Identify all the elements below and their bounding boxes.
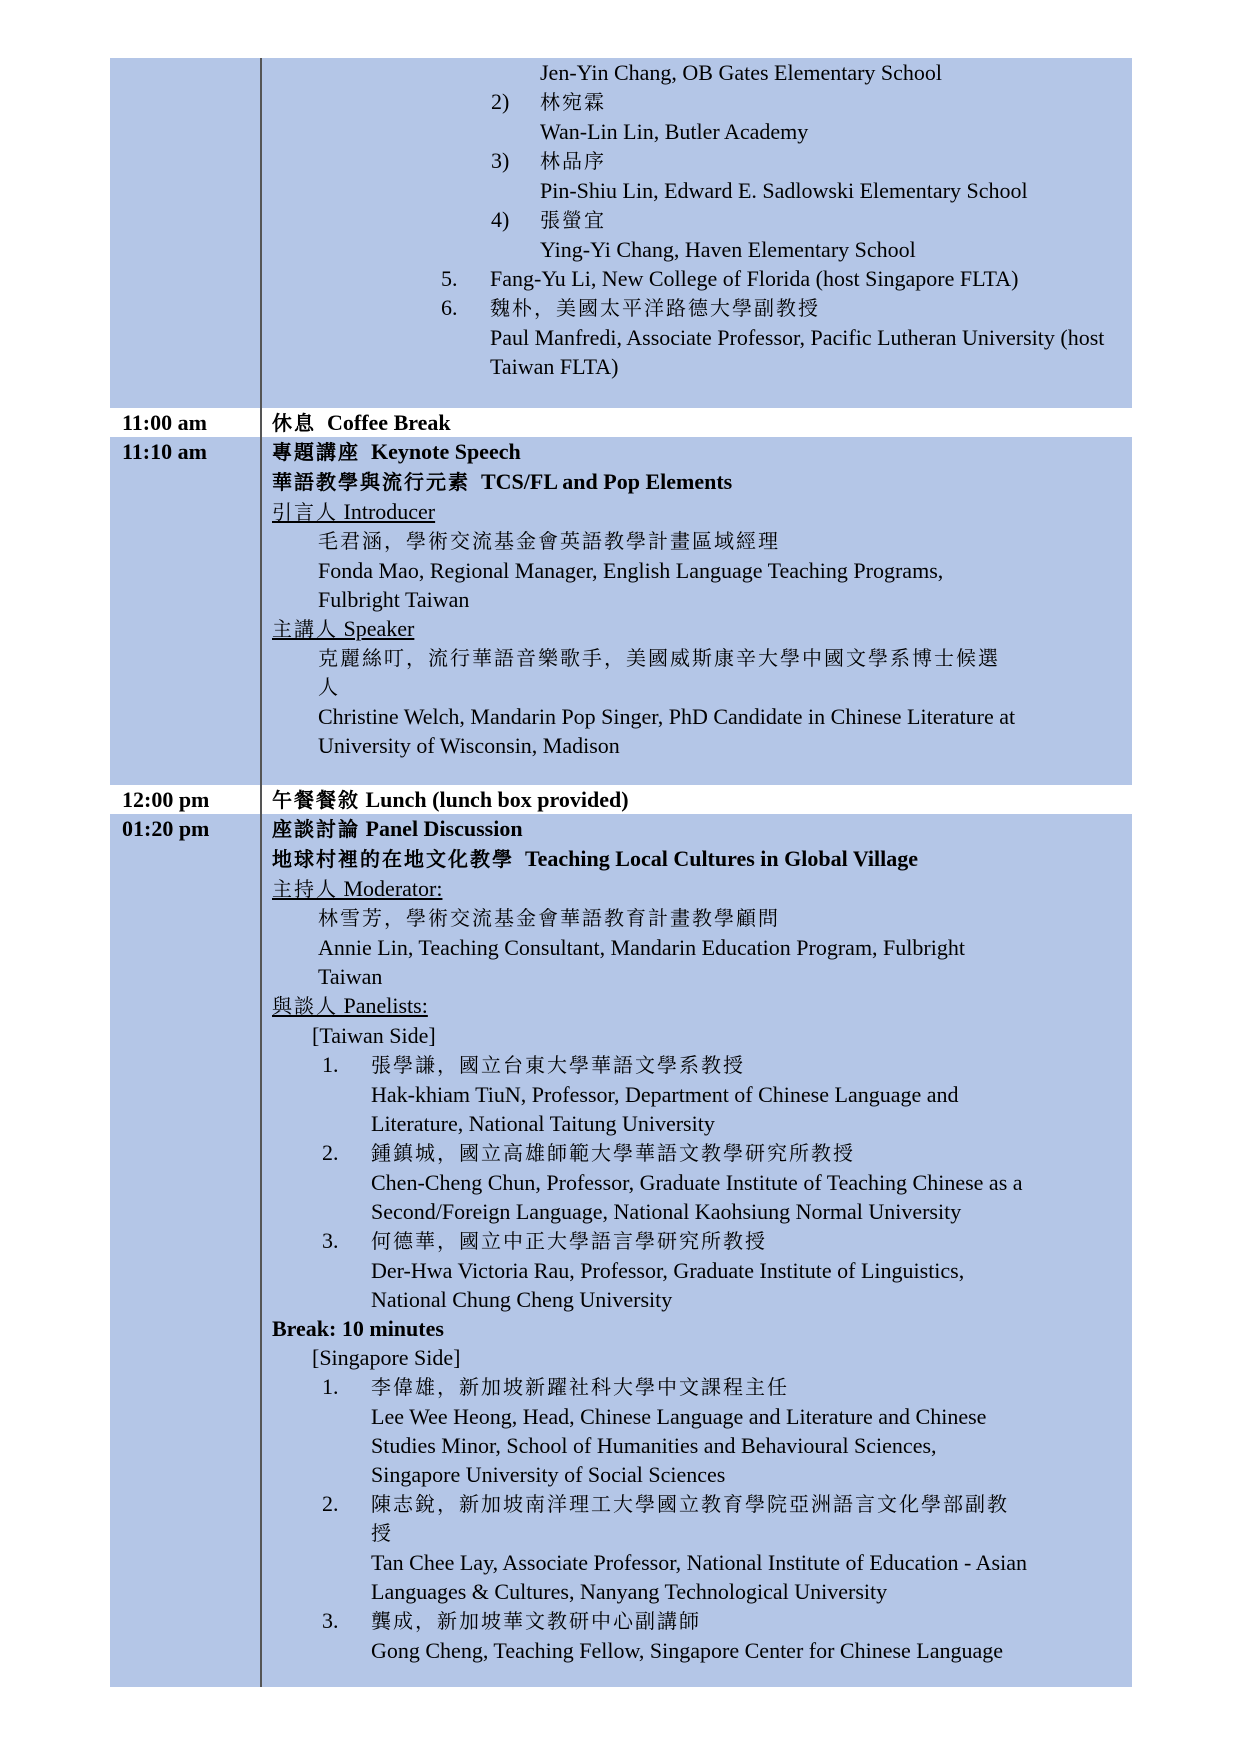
session-title [272,785,1132,815]
session-topic [272,844,1132,874]
column-divider [260,437,262,785]
panelists-label [272,991,1132,1021]
speaker-zh: 克麗絲叮，流行華語音樂歌手，美國威斯康辛大學中國文學系博士候選 [318,646,1000,670]
speaker-item-2 [260,87,1132,117]
panelist-zh: 李偉雄，新加坡新躍社科大學中文課程主任 [371,1375,789,1399]
speaker-en: University of Wisconsin, Madison [318,733,620,758]
item-number: 1. [322,1374,339,1399]
speaker-name-en: Taiwan FLTA) [490,354,619,379]
column-divider [260,408,262,437]
introducer-en: Fulbright Taiwan [318,587,470,612]
role-label-en: Panelists: [343,993,428,1018]
speaker-line: Jen-Yin Chang, OB Gates Elementary School [540,60,943,85]
role-label-en: Moderator: [343,876,443,901]
schedule-row-speakers-continued [110,58,1132,408]
role-label-zh: 主持人 [272,877,338,901]
speaker-name-en: Ying-Yi Chang, Haven Elementary School [540,237,916,262]
role-label-zh: 與談人 [272,994,338,1018]
panelist-zh: 陳志銳，新加坡南洋理工大學國立教育學院亞洲語言文化學部副教 [371,1492,1009,1516]
speaker-item-3 [260,146,1132,176]
panelist-en: Singapore University of Social Sciences [371,1462,726,1487]
panelist-en: Chen-Cheng Chun, Professor, Graduate Institute of Teaching Chinese as a [371,1170,1023,1195]
speaker-zh: 人 [318,675,340,699]
time-cell: 11:10 am [122,439,207,464]
panelist-zh: 龔成，新加坡華文教研中心副講師 [371,1609,701,1633]
column-divider [260,814,262,1687]
column-divider [260,785,262,814]
content-cell [260,408,1132,437]
session-title-zh: 座談討論 [272,817,360,841]
time-cell: 01:20 pm [122,816,210,841]
speaker-name-en: Fang-Yu Li, New College of Florida (host Singapore FLTA) [490,266,1019,291]
session-title-zh: 休息 [272,411,316,435]
content-cell [260,785,1132,814]
introducer-en: Fonda Mao, Regional Manager, English Language Teaching Programs, [318,558,944,583]
item-number: 3. [322,1608,339,1633]
item-number: 2. [322,1140,339,1165]
item-number: 5. [441,266,458,291]
speaker-name-zh: 魏朴，美國太平洋路德大學副教授 [490,296,820,320]
session-title-en: Panel Discussion [365,816,523,841]
session-title-zh: 專題講座 [272,440,360,464]
moderator-zh: 林雪芳，學術交流基金會華語教育計畫教學顧問 [318,906,780,930]
panelist-singapore-2 [272,1489,1132,1519]
speaker-en: Christine Welch, Mandarin Pop Singer, PhD Candidate in Chinese Literature at [318,704,1016,729]
speaker-item-5 [260,264,1132,293]
moderator-label [272,874,1132,904]
panelist-taiwan-1 [272,1050,1132,1080]
introducer-zh: 毛君涵，學術交流基金會英語教學計畫區域經理 [318,529,780,553]
item-number: 3. [322,1228,339,1253]
time-cell: 12:00 pm [122,787,210,812]
panelist-en: Literature, National Taitung University [371,1111,715,1136]
speaker-name-en: Wan-Lin Lin, Butler Academy [540,119,809,144]
role-label-en: Speaker [343,616,415,641]
role-label-zh: 引言人 [272,500,338,524]
panelist-en: Gong Cheng, Teaching Fellow, Singapore Center for Chinese Language [371,1638,1004,1663]
session-title [272,437,1132,467]
content-cell [260,437,1132,785]
content-cell [260,814,1132,1687]
panelist-taiwan-2 [272,1138,1132,1168]
speaker-name-zh: 林宛霖 [540,90,606,114]
session-title-zh: 午餐餐敘 [272,788,360,812]
role-label-zh: 主講人 [272,617,338,641]
panelist-en: Tan Chee Lay, Associate Professor, National Institute of Education - Asian [371,1550,1027,1575]
session-title [272,814,1132,844]
singapore-side-heading: [Singapore Side] [312,1345,461,1370]
speaker-name-en: Paul Manfredi, Associate Professor, Pacific Lutheran University (host [490,325,1105,350]
moderator-en: Annie Lin, Teaching Consultant, Mandarin Education Program, Fulbright [318,935,965,960]
introducer-label [272,497,1132,527]
speaker-name-zh: 林品序 [540,149,606,173]
item-number: 1. [322,1052,339,1077]
session-title-en: Coffee Break [327,410,451,435]
panelist-en: Hak-khiam TiuN, Professor, Department of Chinese Language and [371,1082,959,1107]
panelist-singapore-1 [272,1372,1132,1402]
panelist-zh: 何德華，國立中正大學語言學研究所教授 [371,1229,767,1253]
schedule-row-lunch [110,785,1132,814]
session-title-en: Keynote Speech [371,439,521,464]
speaker-name-zh: 張螢宜 [540,208,606,232]
session-topic-en: TCS/FL and Pop Elements [481,469,733,494]
time-cell: 11:00 am [122,410,207,435]
panelist-singapore-3 [272,1606,1132,1636]
schedule-row-keynote [110,437,1132,785]
item-number: 3) [491,148,510,173]
time-cell [110,58,260,408]
session-title-en: Lunch (lunch box provided) [365,787,629,812]
session-topic-en: Teaching Local Cultures in Global Village [525,846,919,871]
panelist-en: Second/Foreign Language, National Kaohsiung Normal University [371,1199,962,1224]
item-number: 6. [441,295,458,320]
speaker-label [272,614,1132,644]
session-topic [272,467,1132,497]
content-cell [260,58,1132,408]
session-topic-zh: 華語教學與流行元素 [272,470,470,494]
session-topic-zh: 地球村裡的在地文化教學 [272,847,514,871]
panelist-en: National Chung Cheng University [371,1287,673,1312]
speaker-item-4 [260,205,1132,235]
taiwan-side-heading: [Taiwan Side] [312,1023,436,1048]
speaker-item-6 [260,293,1132,323]
panelist-en: Studies Minor, School of Humanities and Behavioural Sciences, [371,1433,937,1458]
panelist-taiwan-3 [272,1226,1132,1256]
item-number: 2. [322,1491,339,1516]
moderator-en: Taiwan [318,964,383,989]
schedule-row-coffee-break [110,408,1132,437]
role-label-en: Introducer [343,499,436,524]
item-number: 2) [491,89,510,114]
session-title [272,408,1132,438]
speaker-name-en: Pin-Shiu Lin, Edward E. Sadlowski Elementary School [540,178,1028,203]
schedule-table [110,58,1132,1687]
break-note: Break: 10 minutes [272,1316,444,1341]
panelist-zh: 鍾鎮城，國立高雄師範大學華語文教學研究所教授 [371,1141,855,1165]
panelist-en: Languages & Cultures, Nanyang Technological University [371,1579,888,1604]
panelist-zh: 張學謙，國立台東大學華語文學系教授 [371,1053,745,1077]
schedule-row-panel [110,814,1132,1687]
panelist-zh: 授 [371,1521,393,1545]
item-number: 4) [491,207,510,232]
panelist-en: Der-Hwa Victoria Rau, Professor, Graduate Institute of Linguistics, [371,1258,965,1283]
panelist-en: Lee Wee Heong, Head, Chinese Language and Literature and Chinese [371,1404,987,1429]
